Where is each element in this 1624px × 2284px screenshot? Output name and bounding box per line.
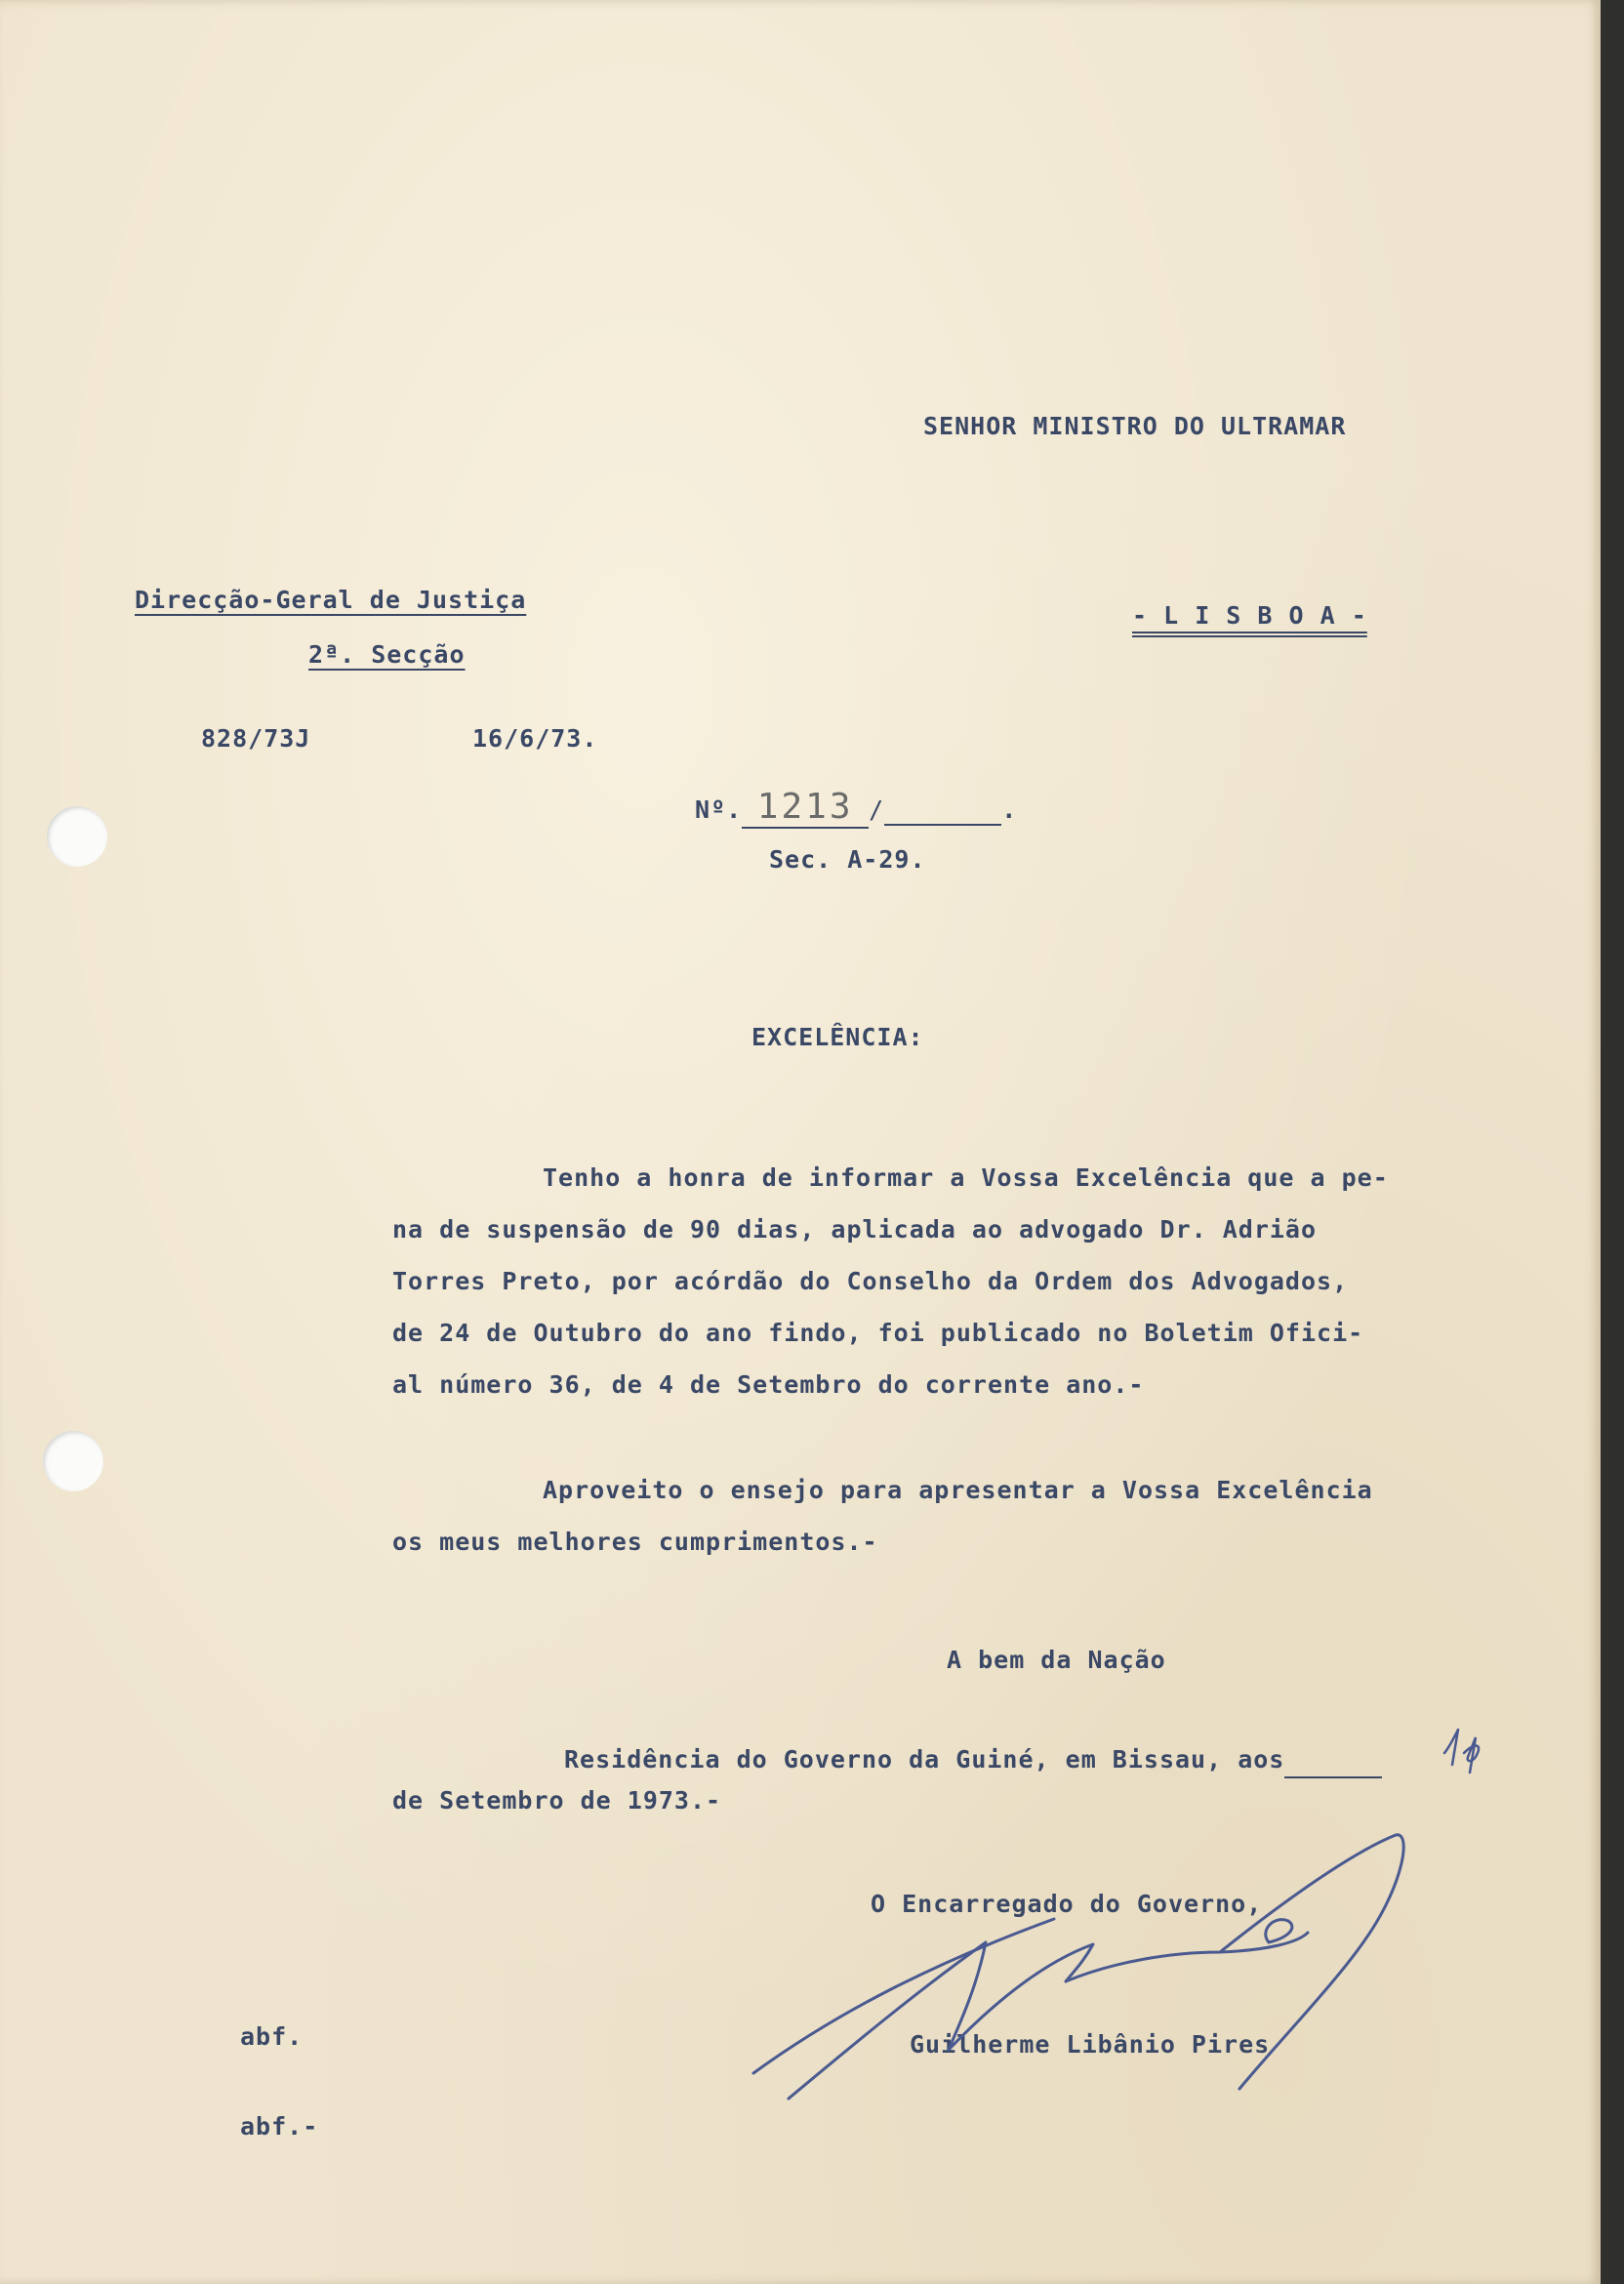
destination-city: - L I S B O A -	[1132, 601, 1367, 630]
section-code: Sec. A-29.	[769, 845, 926, 874]
place-date-text: Residência do Governo da Guiné, em Bissau, aos	[564, 1745, 1285, 1774]
reference-date: 16/6/73.	[472, 724, 598, 753]
paragraph-2-line: os meus melhores cumprimentos.-	[392, 1528, 878, 1556]
page-edge	[1601, 0, 1624, 2284]
paragraph-1-line: Tenho a honra de informar a Vossa Excelência que a pe-	[543, 1163, 1389, 1192]
paragraph-1-line: al número 36, de 4 de Setembro do corrente ano.-	[392, 1370, 1145, 1399]
place-date-line-2: de Setembro de 1973.-	[392, 1786, 722, 1815]
addressee: SENHOR MINISTRO DO ULTRAMAR	[923, 412, 1347, 440]
closing-formula: A bem da Nação	[947, 1646, 1166, 1674]
department-name: Direcção-Geral de Justiça	[135, 586, 527, 614]
number-value: 1213	[756, 787, 854, 827]
salutation: EXCELÊNCIA:	[751, 1023, 924, 1051]
paragraph-1-line: de 24 de Outubro do ano findo, foi publicado no Boletim Ofici-	[392, 1319, 1364, 1347]
signatory-name: Guilherme Libânio Pires	[910, 2030, 1271, 2059]
number-slash: /	[869, 795, 885, 824]
paragraph-1-line: na de suspensão de 90 dias, aplicada ao advogado Dr. Adrião	[392, 1215, 1318, 1244]
signatory-role: O Encarregado do Governo,	[871, 1890, 1263, 1918]
paragraph-2-line: Aproveito o ensejo para apresentar a Vossa Excelência	[543, 1476, 1373, 1504]
department-section: 2ª. Secção	[308, 640, 466, 669]
reference-code: 828/73J	[201, 724, 311, 753]
typist-initials-2: abf.-	[240, 2112, 319, 2141]
paragraph-1-line: Torres Preto, por acórdão do Conselho da Ordem dos Advogados,	[392, 1267, 1349, 1295]
number-suffix: .	[1001, 795, 1018, 824]
typist-initials-1: abf.	[240, 2022, 304, 2051]
number-prefix: Nº.	[695, 795, 743, 824]
